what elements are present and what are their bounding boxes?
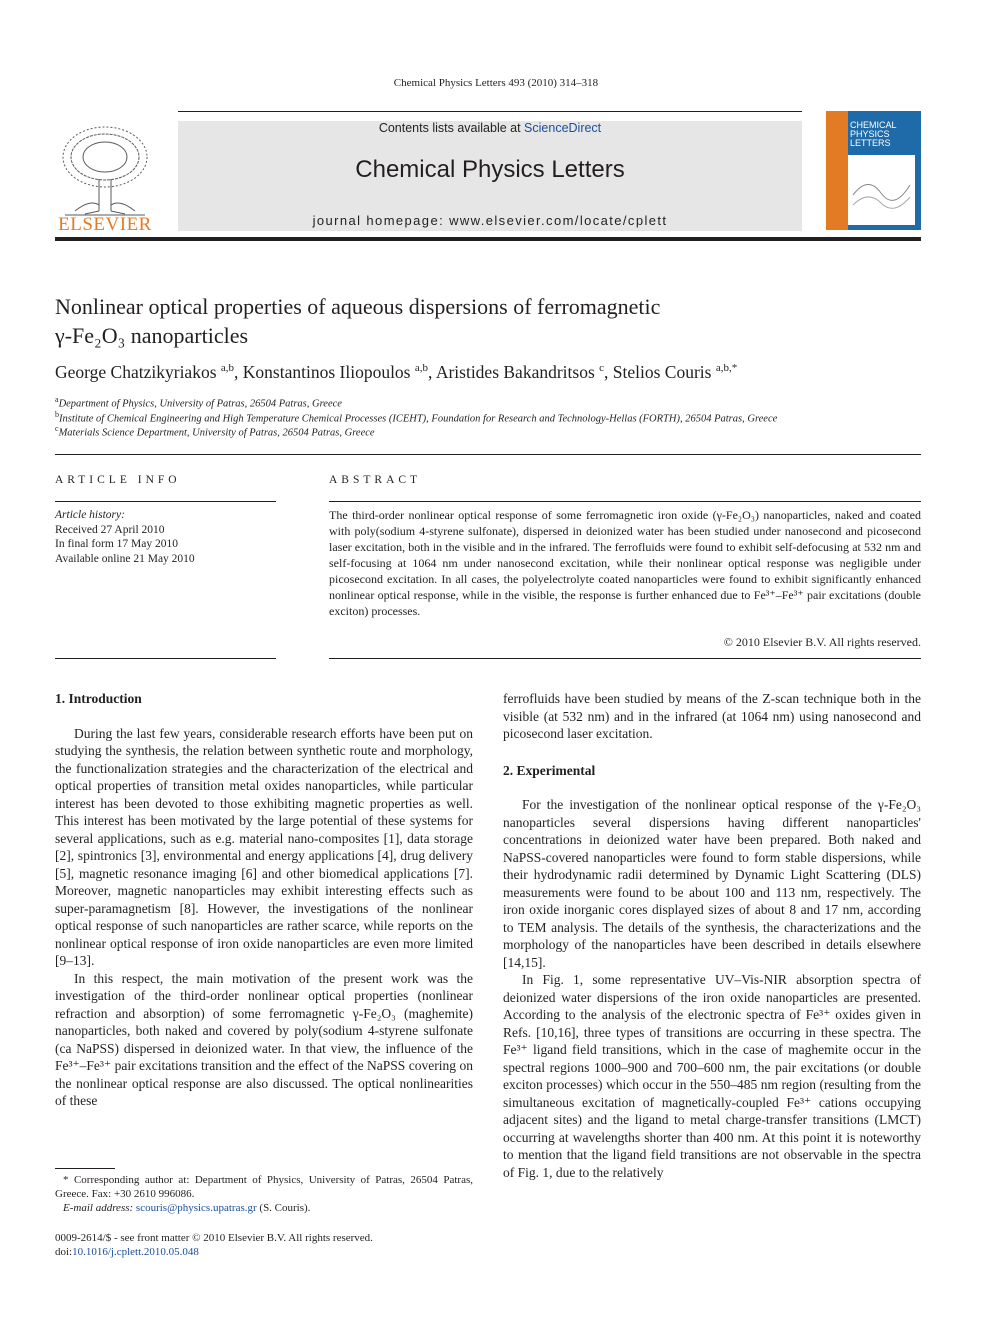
email-suffix: (S. Couris). [256,1202,311,1214]
header-thick-rule [55,237,921,241]
email-label: E-mail address: [63,1202,136,1214]
journal-title: Chemical Physics Letters [355,156,625,183]
email-link[interactable]: scouris@physics.upatras.gr [135,1202,257,1214]
abstract-text: The third-order nonlinear optical response of some ferromagnetic iron oxide (γ-Fe₂O₃) nanoparticles, naked and coated with poly(sodium 4-styrene sulfonate), dispersed in deionized water has been studied under nanosecond and picosecond laser excitation, both in the visible and in the infrared. The ferrofluids were found to exhibit self-defocusing at 532 nm and self-focusing at 1064 nm under nanosecond excitation, while their nonlinear optical response was negligible under picosecond excitation. In all cases, the polyelectrolyte coated nanoparticles were found to exhibit significantly enhanced nonlinear optical response, while in the visible, the response is further enhanced due to Fe³⁺–Fe³⁺ pair excitations (double exciton) processes. [329,508,921,618]
journal-citation: Chemical Physics Letters 493 (2010) 314–318 [393,77,599,89]
title-line: Nonlinear optical properties of aqueous dispersions of ferromagnetic [55,294,661,319]
cover-title-line: LETTERS [850,138,891,148]
intro-paragraph: During the last few years, considerable research efforts have been put on studying the synthesis, the relation between synthetic route and morphology, the functionalization strategies and the characterization of the electrical and optical properties of transition metal oxides nanoparticles, while particular interest has been devoted to those exhibiting magnetic properties as well. This interest has been motivated by the large potential of these systems for several applications, such as e.g. material nano-composites [1], data storage [2], spintronics [3], environmental and energy applications [4], drug delivery [5], magnetic resonance imaging [6] and other biomedical applications [7]. Moreover, magnetic nanoparticles may exhibit interesting effects such as super-paramagnetism [8]. However, the investigations of the nonlinear optical response of such nanoparticles are rather scarce, while reports on the nonlinear optical response of iron oxide nanoparticles are even more limited [9–13]. [55,725,473,968]
author-affiliation-mark: c [599,362,605,375]
cover-title [850,121,897,148]
left-column [55,690,473,1110]
history-item: In final form 17 May 2010 [55,538,178,550]
history-item: Available online 21 May 2010 [55,552,195,565]
doi-link[interactable]: 10.1016/j.cplett.2010.05.048 [72,1246,199,1258]
article-info-heading: ARTICLE INFO [55,474,181,486]
doi-label: doi: [55,1246,73,1258]
cover-figure [848,155,915,225]
contents-line [178,121,802,135]
doi-line [55,1245,373,1259]
experimental-heading: 2. Experimental [503,762,596,778]
article-info-rule [55,501,276,502]
affiliation-mark: c [55,424,59,433]
cover-title-line: PHYSICS [850,129,890,139]
affiliation-text: Institute of Chemical Engineering and High Temperature Chemical Processes (ICEHT), Foundation for Research and Technology-Hellas (FORTH), 26504 Patras, Greece [59,413,778,425]
affiliation-mark: b [55,410,59,419]
contents-prefix: Contents lists available at [378,121,525,135]
front-matter [55,1231,373,1259]
corresponding-author: * Corresponding author at: Department of Physics, University of Patras, 26504 Patras, Greece. Fax: +30 2610 996086. [55,1174,473,1200]
affiliation [55,395,342,410]
publisher-name: ELSEVIER [58,214,152,235]
intro-paragraph-continued: ferrofluids have been studied by means of the Z-scan technique both in the visible (at 532 nm) and in the infrared (at 1064 nm) using nanosecond and picosecond laser excitation. [503,691,921,741]
author-list: George Chatzikyriakos $^{a,b}$, Konstantinos Iliopoulos $^{a,b}$, Aristides Bakandritsos $^c$, Stelios Couris $^{a,b,*}$ [55,362,738,382]
affiliation [55,424,375,439]
sciencedirect-link[interactable]: ScienceDirect [524,121,602,135]
email-line [55,1201,473,1215]
author-affiliation-mark: a,b [414,362,429,375]
article-info-bottom-rule [55,658,276,659]
history-item: Received 27 April 2010 [55,523,165,536]
author-name: Stelios Couris [612,362,712,382]
issn-line: 0009-2614/$ - see front matter © 2010 Elsevier B.V. All rights reserved. [55,1232,373,1244]
experimental-paragraph: For the investigation of the nonlinear optical response of the γ-Fe₂O₃ nanoparticles several dispersions having different nanoparticles' concentrations in deionized water have been prepared. Both naked and NaPSS-covered nanoparticles were found to form stable dispersions, while their hydrodynamic radii determined by Dynamic Light Scattering (DLS) measurements were found to be about 100 and 113 nm, respectively. The iron oxide inorganic cores displayed sizes of about 8 and 17 nm, according to TEM analysis. The details of the synthesis, the characterizations and the morphology of the nanoparticles have been described in details elsewhere [14,15]. [503,797,921,970]
section-rule [55,454,921,455]
abstract-copyright: © 2010 Elsevier B.V. All rights reserved. [723,635,921,649]
author-affiliation-mark[interactable]: a,b,* [715,362,738,375]
article-title [55,292,915,350]
affiliation-mark: a [55,395,59,404]
author-name: George Chatzikyriakos [55,362,217,382]
cover-strip [826,111,848,230]
introduction-heading: 1. Introduction [55,691,142,706]
footnote-rule [55,1168,115,1169]
affiliation-text: Department of Physics, University of Patras, 26504 Patras, Greece [58,398,342,410]
abstract-heading: ABSTRACT [329,474,422,486]
right-column [503,690,921,1181]
journal-homepage[interactable]: journal homepage: www.elsevier.com/locate/cplett [312,213,668,228]
author-name: Konstantinos Iliopoulos [242,362,411,382]
affiliation [55,410,777,425]
affiliation-text: Materials Science Department, University of Patras, 26504 Patras, Greece [58,427,375,439]
author-name: Aristides Bakandritsos [435,362,595,382]
header-top-rule [178,111,802,112]
journal-cover [826,111,921,230]
title-line: γ-Fe₂O₃ nanoparticles [55,323,249,348]
experimental-paragraph: In Fig. 1, some representative UV–Vis-NIR absorption spectra of deionized water dispersions of the iron oxide nanoparticles are presented. According to the analysis of the electronic spectra of Fe³⁺ oxides given in Refs. [10,16], three types of transitions are occurring in these spectra. The Fe³⁺ ligand field transitions, which in the case of maghemite occur in the spectral regions 1000–900 and 700–600 nm, the pair excitations (or double exciton processes) which occur in the 550–485 nm region (resulting from the simultaneous excitation of magnetically-coupled Fe³⁺ cations occupying adjacent sites) and the ligand to metal charge-transfer transitions (LMCT) occurring at wavelengths shorter than 400 nm. At this point it is noteworthy to mention that the ligand field transitions are not observable in the spectra of Fig. 1, due to the relatively [503,972,921,1180]
article-history [55,508,195,566]
cover-graph-icon [848,155,915,225]
abstract-bottom-rule [329,658,921,659]
author-affiliation-mark: a,b [220,362,235,375]
cover-title-line: CHEMICAL [850,120,897,130]
history-label: Article history: [55,509,125,521]
abstract-rule [329,501,921,502]
intro-paragraph: In this respect, the main motivation of the present work was the investigation of the third-order nonlinear optical properties (nonlinear refraction and absorption) of some ferromagnetic γ-Fe₂O₃ (maghemite) nanoparticles, both naked and covered by poly(sodium 4-styrene sulfonate (ca NaPSS) dispersed in deionized water. In that view, the influence of the Fe³⁺–Fe³⁺ pair excitations transition and the effect of the NaPSS covering on the nonlinear optical response are also discussed. The optical nonlinearities of these [55,970,473,1108]
corresponding-footnote [55,1173,473,1215]
elsevier-logo [55,119,155,234]
